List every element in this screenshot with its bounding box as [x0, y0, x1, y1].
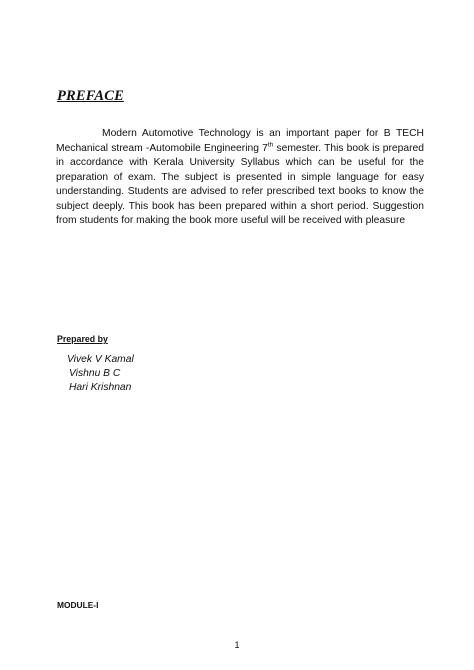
preface-superscript: th [267, 141, 274, 149]
preface-text-end: semester. This book is prepared in accordance with Kerala University Syllabus which can be useful for the preparation of exam. The subject is presented in simple language for easy understanding. Students are advised to refer prescribed text books to know the subject deeply. This book has been prepared within a short period. Suggestion from students for making the book more useful will be received with pleasure [56, 142, 424, 226]
module-heading: MODULE-I [57, 600, 99, 610]
page-title: PREFACE [57, 88, 124, 104]
author-name: Hari Krishnan [69, 382, 132, 393]
author-name: Vishnu B C [69, 368, 121, 379]
preface-paragraph [56, 127, 424, 229]
page-number: 1 [234, 640, 240, 650]
prepared-by-label: Prepared by [57, 334, 108, 344]
author-name: Vivek V Kamal [67, 354, 134, 365]
preface-text-start: Modern Automotive Technology is an important paper for B TECH Mechanical stream -Automobile Engineering 7 [56, 128, 424, 154]
